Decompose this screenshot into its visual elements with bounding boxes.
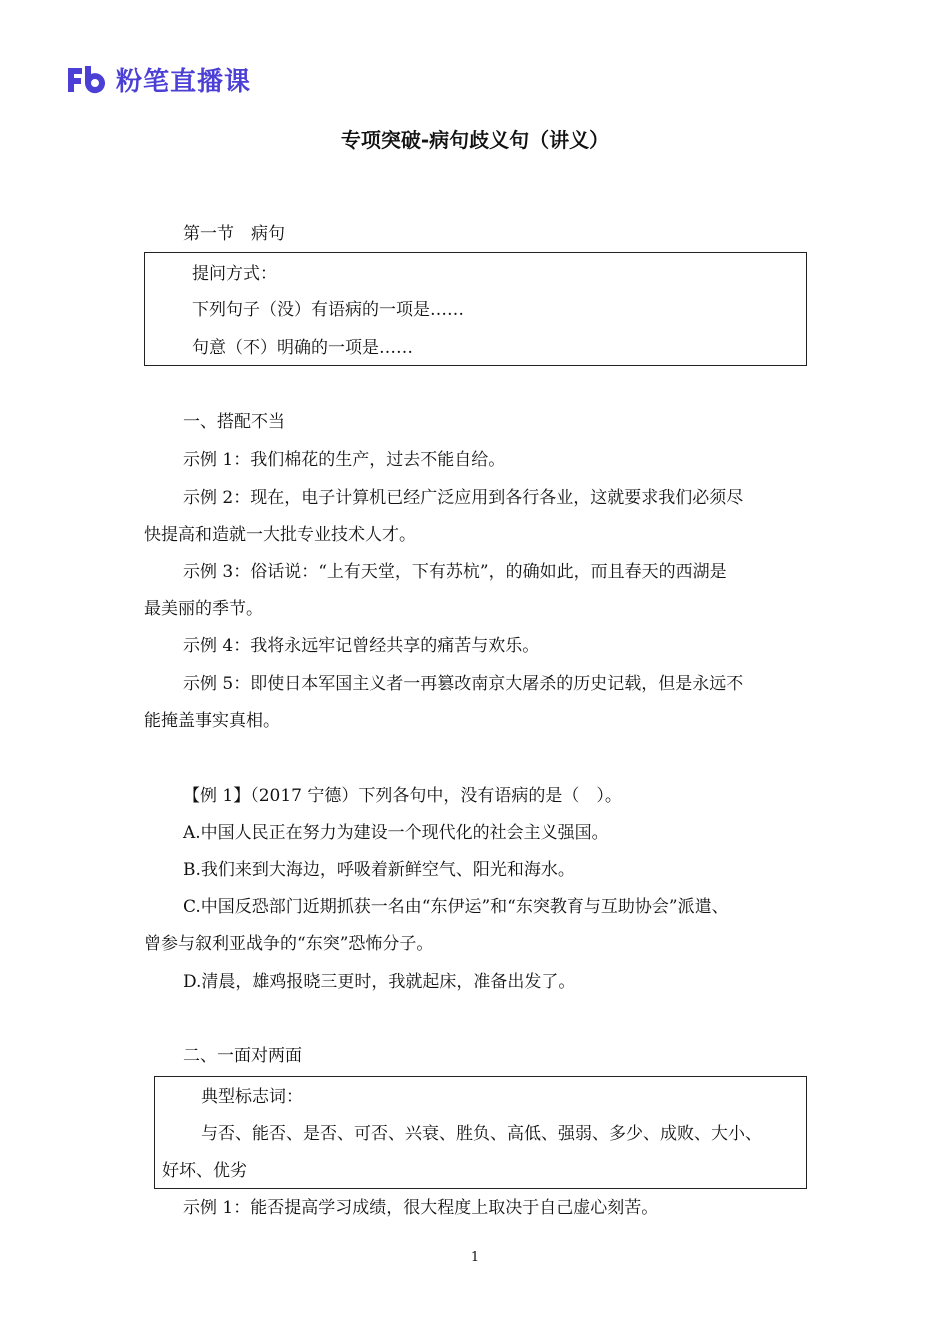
- box-title: 典型标志词：: [201, 1087, 303, 1107]
- question-option: C.中国反恐部门近期抓获一名由“东伊运”和“东突教育与互助协会”派遣、: [183, 897, 729, 917]
- example-text: 示例 1：能否提高学习成绩，很大程度上取决于自己虚心刻苦。: [183, 1198, 659, 1218]
- example-text: 快提高和造就一大批专业技术人才。: [144, 525, 416, 545]
- fb-logo-icon: [66, 64, 110, 94]
- page-number: 1: [470, 1250, 480, 1265]
- brand-logo: [66, 62, 251, 96]
- subsection-heading: 一、搭配不当: [183, 412, 285, 432]
- section-heading: 第一节 病句: [183, 224, 285, 244]
- box-line: 好坏、优劣: [162, 1161, 247, 1181]
- page-title: 专项突破-病句歧义句（讲义）: [340, 128, 610, 152]
- box-line: 句意（不）明确的一项是……: [192, 338, 413, 358]
- example-text: 能掩盖事实真相。: [144, 711, 280, 731]
- keywords-box: [154, 1076, 807, 1189]
- example-text: 最美丽的季节。: [144, 599, 263, 619]
- box-title: 提问方式：: [192, 264, 277, 284]
- question-option: B.我们来到大海边，呼吸着新鲜空气、阳光和海水。: [183, 860, 575, 880]
- question-option: D.清晨，雄鸡报晓三更时，我就起床，准备出发了。: [183, 972, 576, 992]
- subsection-heading: 二、一面对两面: [183, 1046, 302, 1066]
- box-line: 与否、能否、是否、可否、兴衰、胜负、高低、强弱、多少、成败、大小、: [201, 1124, 762, 1144]
- brand-name: 粉笔直播课: [116, 66, 252, 97]
- question-format-box: [144, 252, 807, 366]
- example-text: 示例 5：即使日本军国主义者一再篡改南京大屠杀的历史记载，但是永远不: [183, 674, 744, 694]
- example-text: 示例 2：现在，电子计算机已经广泛应用到各行各业，这就要求我们必须尽: [183, 488, 744, 508]
- example-text: 示例 3：俗话说：“上有天堂，下有苏杭”，的确如此，而且春天的西湖是: [183, 562, 727, 582]
- box-line: 下列句子（没）有语病的一项是……: [192, 300, 464, 320]
- question-option: 曾参与叙利亚战争的“东突”恐怖分子。: [144, 934, 434, 954]
- question-stem: 【例 1】（2017 宁德）下列各句中，没有语病的是（ ）。: [183, 786, 622, 806]
- example-text: 示例 1：我们棉花的生产，过去不能自给。: [183, 450, 506, 470]
- question-option: A.中国人民正在努力为建设一个现代化的社会主义强国。: [183, 823, 609, 843]
- example-text: 示例 4：我将永远牢记曾经共享的痛苦与欢乐。: [183, 636, 540, 656]
